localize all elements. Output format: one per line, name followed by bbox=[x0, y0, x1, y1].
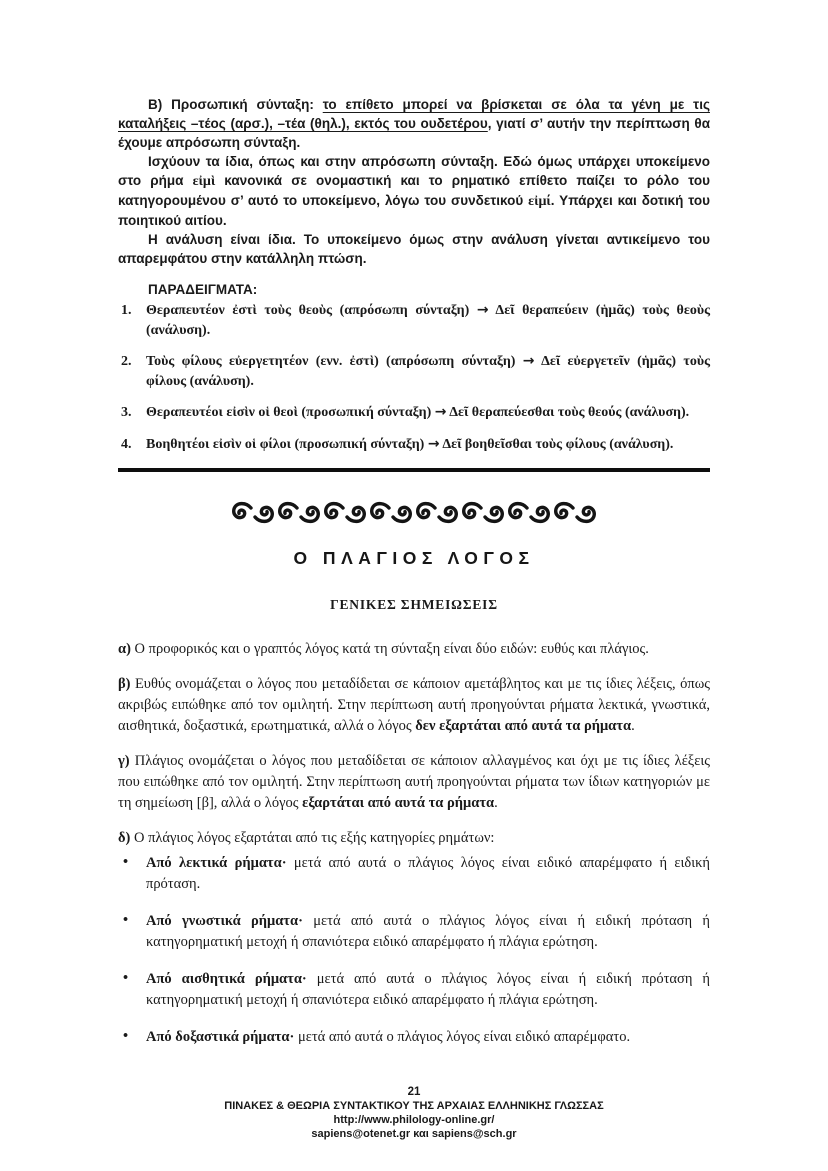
page-footer bbox=[0, 1086, 828, 1141]
note-text-end: . bbox=[494, 795, 498, 811]
arrow-icon: → bbox=[434, 404, 447, 420]
bullet-item bbox=[118, 853, 710, 895]
note-text-end: . bbox=[631, 718, 635, 734]
example-source: Τοὺς φίλους εὐεργετητέον (ενν. ἐστὶ) (απρόσωπη σύνταξη) bbox=[146, 354, 523, 369]
bullet-text: μετά από αυτά ο πλάγιος λόγος είναι ειδικό απαρέμφατο ή ειδική πρόταση. bbox=[146, 855, 710, 892]
note-delta-intro bbox=[118, 828, 710, 849]
text-segment: Ισχύουν τα ίδια, όπως και στην απρόσωπη σύνταξη. Εδώ όμως υπάρχει υποκείμενο στο ρήμα bbox=[118, 154, 710, 188]
example-item bbox=[118, 352, 710, 391]
page-number: 21 bbox=[407, 1086, 421, 1098]
example-analysis: Δεῖ εὐεργετεῖν (ἡμᾶς) τοὺς φίλους (ανάλυση). bbox=[146, 354, 710, 389]
example-source: Θεραπευτέον ἐστὶ τοὺς θεοὺς (απρόσωπη σύνταξη) bbox=[146, 303, 477, 318]
paragraph-personal-syntax bbox=[118, 95, 710, 152]
note-beta bbox=[118, 674, 710, 737]
text-segment: κανονικά σε ονομαστική και το ρηματικό επίθετο παίζει το ρόλο του κατηγορουμένου σ’ αυτό το υποκείμενο, λόγω του συνδετικού bbox=[118, 173, 710, 208]
bullet-icon: • bbox=[123, 854, 129, 870]
bullet-lead: Από αισθητικά ρήματα· bbox=[146, 971, 307, 987]
paragraph-lead: Β) Προσωπική σύνταξη: bbox=[148, 97, 323, 112]
arrow-icon: → bbox=[476, 302, 489, 318]
bullet-lead: Από γνωστικά ρήματα· bbox=[146, 913, 303, 929]
bullet-text: μετά από αυτά ο πλάγιος λόγος είναι ειδικό απαρέμφατο. bbox=[294, 1029, 631, 1045]
bullet-icon: • bbox=[123, 970, 129, 986]
bullet-item bbox=[118, 911, 710, 953]
bullet-text: μετά από αυτά ο πλάγιος λόγος είναι ή ειδική πρόταση ή κατηγορηματική μετοχή ή σπανιότερα ειδικό απαρέμφατο ή πλάγια ερώτηση. bbox=[146, 971, 710, 1008]
example-number: 1. bbox=[121, 303, 132, 318]
bullet-lead: Από λεκτικά ρήματα· bbox=[146, 855, 287, 871]
example-analysis: Δεῖ βοηθεῖσθαι τοὺς φίλους (ανάλυση). bbox=[439, 436, 674, 452]
bullet-text: μετά από αυτά ο πλάγιος λόγος είναι ή ειδική πρόταση ή κατηγορηματική μετοχή ή σπανιότερα ειδικό απαρέμφατο ή πλάγια ερώτηση. bbox=[146, 913, 710, 950]
website-link[interactable]: http://www.philology-online.gr/ bbox=[333, 1114, 495, 1126]
examples-heading: ΠΑΡΑΔΕΙΓΜΑΤΑ: bbox=[148, 282, 258, 297]
footer-title: ΠΙΝΑΚΕΣ & ΘΕΩΡΙΑ ΣΥΝΤΑΚΤΙΚΟΥ ΤΗΣ ΑΡΧΑΙΑΣ ΕΛΛΗΝΙΚΗΣ ΓΛΩΣΣΑΣ bbox=[224, 1100, 604, 1112]
section-personal-syntax bbox=[118, 95, 710, 454]
note-label: γ) bbox=[118, 753, 130, 769]
bullet-lead: Από δοξαστικά ρήματα· bbox=[146, 1029, 295, 1045]
paragraph-analysis-note: Η ανάλυση είναι ίδια. Το υποκείμενο όμως στην ανάλυση γίνεται αντικείμενο του απαρεμφάτου στην κατάλληλη πτώση. bbox=[118, 232, 710, 266]
note-text: Ο πλάγιος λόγος εξαρτάται από τις εξής κατηγορίες ρημάτων: bbox=[130, 830, 495, 846]
bold-phrase: δεν εξαρτάται από αυτά τα ρήματα bbox=[415, 718, 632, 734]
note-label: δ) bbox=[118, 830, 131, 846]
examples-list bbox=[118, 301, 710, 454]
section-subtitle: ΓΕΝΙΚΕΣ ΣΗΜΕΙΩΣΕΙΣ bbox=[330, 597, 498, 612]
example-number: 2. bbox=[121, 354, 132, 369]
example-item bbox=[118, 435, 710, 455]
example-number: 3. bbox=[121, 405, 132, 420]
note-label: α) bbox=[118, 641, 131, 657]
example-item bbox=[118, 301, 710, 340]
paragraph-same-rules bbox=[118, 152, 710, 230]
section-general-notes bbox=[118, 639, 710, 1048]
note-label: β) bbox=[118, 676, 131, 692]
example-number: 4. bbox=[121, 436, 132, 452]
example-item bbox=[118, 403, 710, 423]
underlined-rule-text: το επίθετο μπορεί να βρίσκεται σε όλα τα γένη με τις καταλήξεις –τέος (αρσ.), –τέα (θηλ.), εκτός του ουδετέρου bbox=[118, 97, 710, 131]
example-analysis: Δεῖ θεραπεύεσθαι τοὺς θεούς (ανάλυση). bbox=[446, 405, 690, 420]
bullet-item bbox=[118, 1027, 710, 1048]
example-source: Θεραπευτέοι εἰσὶν οἱ θεοὶ (προσωπική σύνταξη) bbox=[146, 405, 435, 420]
note-gamma bbox=[118, 751, 710, 814]
page-title: Ο ΠΛΑΓΙΟΣ ΛΟΓΟΣ bbox=[293, 548, 535, 568]
greek-verb-eimi: εἰμί bbox=[528, 194, 551, 209]
bullet-item bbox=[118, 969, 710, 1011]
bullet-icon: • bbox=[123, 912, 129, 928]
note-text: Ο προφορικός και ο γραπτός λόγος κατά τη σύνταξη είναι δύο ειδών: ευθύς και πλάγιος. bbox=[130, 641, 649, 657]
bold-phrase: εξαρτάται από αυτά τα ρήματα bbox=[302, 795, 495, 811]
paragraph-rest: , γιατί σ’ αυτήν την περίπτωση θα έχουμε απρόσωπη σύνταξη. bbox=[118, 116, 711, 150]
note-text: Ευθύς ονομάζεται ο λόγος που μεταδίδεται σε κάποιον αμετάβλητος και με τις ίδιες λέξεις, όπως ακριβώς ειπώθηκε από τον ομιλητή. Στην περίπτωση αυτή προηγούνται ρήματα λεκτικά, γνωστικά, αισθητικά, δοξαστικά, ερωτηματικά, αλλά ο λόγος bbox=[118, 676, 710, 734]
section-divider-rule bbox=[118, 468, 710, 472]
verb-category-list bbox=[118, 853, 710, 1048]
note-text: Πλάγιος ονομάζεται ο λόγος που μεταδίδεται σε κάποιον αλλαγμένος και όχι με τις ίδιες λέξεις που ειπώθηκε από τον ομιλητή. Στην περίπτωση αυτή προηγούνται ρήματα των ίδιων κατηγοριών με τη σημείωση [β], αλλά ο λόγος bbox=[118, 753, 710, 811]
example-source: Βοηθητέοι εἰσὶν οἱ φίλοι (προσωπική σύνταξη) bbox=[146, 436, 428, 452]
arrow-icon: → bbox=[427, 435, 440, 452]
greek-verb-eimi: εἰμὶ bbox=[192, 174, 216, 189]
example-analysis: Δεῖ θεραπεύειν (ἡμᾶς) τοὺς θεοὺς (ανάλυση). bbox=[146, 303, 710, 338]
note-alpha bbox=[118, 639, 710, 660]
floral-vine-ornament-icon bbox=[118, 500, 710, 528]
arrow-icon: → bbox=[522, 353, 535, 369]
text-segment: . Υπάρχει και δοτική του ποιητικού αιτίου. bbox=[118, 193, 710, 228]
email-links[interactable]: sapiens@otenet.gr και sapiens@sch.gr bbox=[311, 1128, 517, 1140]
bullet-icon: • bbox=[123, 1028, 129, 1044]
